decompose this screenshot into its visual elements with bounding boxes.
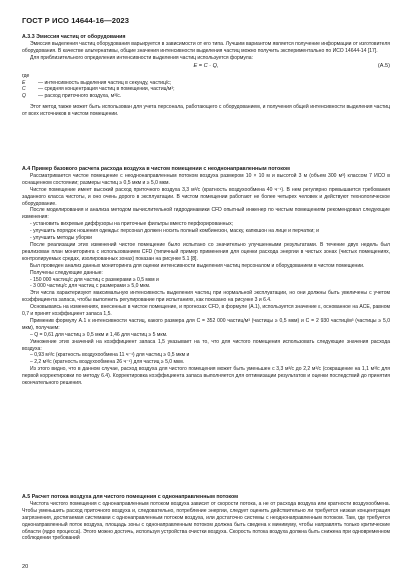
where-label: где (22, 72, 30, 79)
section-a5 (22, 494, 390, 542)
formula-number: (A.5) (377, 62, 390, 69)
formula-expression: E = C · Q, (193, 62, 219, 69)
section-a4 (22, 166, 390, 387)
definition-row (22, 86, 390, 93)
list-item: - улучшить методы уборки (30, 235, 92, 242)
paragraph: Умножение этих значений на коэффициент запаса 1,5 указывает на то, что для чистого помещения использовать следующие значения расхода воздуха: (22, 338, 390, 352)
list-item: - 3 000 частиц/с для частиц с размерами ≥ 5,0 мкм. (30, 283, 151, 290)
definition-row (22, 93, 390, 100)
definition-row (22, 73, 390, 80)
section-heading: A.3.3 Эмиссия частиц от оборудования (22, 34, 126, 40)
paragraph: Чистота чистого помещения с однонаправленным потоком воздуха зависит от скорости потока, а не от расхода воздуха или кратности воздухообмена. Чтобы уменьшить расход приточного воздуха и, следовательно, потребление энергии, следует оценить действительно ли требуется низкая концентрация загрязнения, достигаемая системами с однонаправленным потоком воздуха, или достаточно системы с неоднонаправленным потоком. Там, где требуется однонаправленный поток воздуха, площадь зоны с однонаправленным потоком должна быть сведена к минимуму, чтобы направлять только критические области (ядро процесса). Этого можно достичь, используя устройства очистки воздуха. Скорость потока воздуха должна быть снижена при одновременном соблюдении требований (22, 500, 390, 542)
definitions-list (22, 73, 390, 101)
paragraph: Рассматривается чистое помещение с неоднонаправленным потоком воздуха размером 10 × 10 м и высотой 3 м (объем 300 м³) классом 7 ИСО в оснащенном состоянии; размеры частиц ≥ 0,5 мкм и ≥ 5,0 мкм. (22, 172, 390, 186)
section-heading: A.5 Расчет потока воздуха для чистого помещения с однонаправленным потоком (22, 494, 239, 500)
paragraph: Из этого видно, что в данном случае, расход воздуха для чистого помещения может быть уменьшен с 3,3 м³/с до 2,2 м³/с (сокращение на 1,1 м³/с для первой корректировки по методу 6.4). Корректировка коэффициента запаса выполняется для оптимизации результатов и оценки последствий до принятия окончательного решения. (22, 366, 390, 387)
definition-row (22, 80, 390, 87)
definition-symbol: E (22, 79, 26, 86)
paragraph: Для приблизительного определения интенсивности выделения частиц используется формула: (30, 54, 253, 61)
list-item: – 0,93 м³/с (кратность воздухообмена 11 ч⁻¹) для частиц ≥ 0,5 мкм и (30, 352, 190, 359)
page-number: 20 (22, 564, 29, 570)
section-heading: A.4 Пример базового расчета расхода воздуха в чистом помещении с неоднонаправленным потоком (22, 166, 290, 172)
definition-symbol: C (22, 86, 26, 93)
paragraph: После моделирования и анализа методом вычислительной гидродинамики CFD опытный инженер по чистым помещениям рекомендовал следующие изменения: (22, 207, 390, 221)
page-header: ГОСТ Р ИСО 14644-16—2023 (22, 16, 130, 25)
list-item: - 150 000 частиц/с для частиц с размерами ≥ 0,5 мкм и (30, 276, 159, 283)
paragraph: Получены следующие данные: (30, 269, 103, 276)
paragraph: Этот метод также может быть использован для учета персонала, работающего с оборудованием, и получения общей интенсивности выделения частиц от всех источников в чистом помещении. (22, 104, 390, 118)
paragraph: Чистое помещение имеет высокий расход приточного воздуха 3,3 м³/с (кратность воздухообмена 40 ч⁻¹). В нем регулярно превышается требования заданного класса чистоты, и оно очень дорого в эксплуатации. В чистом помещении работают не более четырех человек и действуют технологическое оборудование. (22, 186, 390, 207)
list-item: - установить вихревые диффузоры на приточные фильтры вместо перфорированных; (30, 221, 234, 228)
list-item: - улучшить порядок ношения одежды: персонал должен носить полный комбинезон, маску, капюшон на лице и перчатки; и (30, 228, 319, 235)
paragraph: Был проведен анализ данных мониторинга для оценки интенсивности выделения частиц персоналом и оборудованием в чистом помещении. (30, 262, 365, 269)
definition-text: — расход приточного воздуха, м³/с. (38, 93, 122, 100)
paragraph: Эти числа характеризуют максимальную интенсивность выделения частиц при нормальной эксплуатации, но они должны быть увеличены с учетом коэффициента запаса, чтобы выполнить регулирование при испытаниях, как показано на рисунке 3 и 6.4. (22, 290, 390, 304)
list-item: – 2,2 м³/с (кратность воздухообмена 26 ч⁻¹) для частиц ≥ 5,0 мкм. (30, 359, 185, 366)
definition-text: — средняя концентрация частиц в помещении, частиц/м³; (38, 86, 175, 93)
paragraph: После реализации этих изменений чистое помещение было испытано со значительно улучшенными результатами. В течение двух недель был реализован план мониторинга с использованием CFD (типичный пример применения для оценки расхода энергии в чистых зонах (чистых помещениях, контролируемых средах, изолированных зонах) показан на рисунке 5.1 [8]. (22, 241, 390, 262)
paragraph: Применив формулу A.1 к интенсивности частиц, какого размера для C = 352 000 частиц/м³ (частицы ≥ 0,5 мкм) и C = 2 930 частиц/м³ (частицы ≥ 5,0 мкм), получаем: (22, 317, 390, 331)
formula (22, 62, 390, 72)
paragraph: Основываясь на изменениях, внесенных в чистое помещение, и прогнозах CFD, в формуле (A.1), используется значение ε, основанное на ACE, равном 0,7 и принят коэффициент запаса 1,5. (22, 304, 390, 318)
list-item: – Q = 0,61 для частиц ≥ 0,5 мкм и 1,46 для частиц ≥ 5 мкм. (30, 331, 168, 338)
definition-text: — интенсивность выделения частиц в секунду, частиц/с; (38, 79, 172, 86)
section-a33 (22, 34, 390, 118)
paragraph: Эмиссия выделения частиц оборудования варьируется в зависимости от его типа. Лучшим вариантом является получение информации от изготовителя оборудования. В качестве альтернативы, общие значения интенсивности выделения частиц можно получить экспериментально по ИСО 14644-14 [17]. (22, 40, 390, 54)
definition-symbol: Q (22, 93, 26, 100)
